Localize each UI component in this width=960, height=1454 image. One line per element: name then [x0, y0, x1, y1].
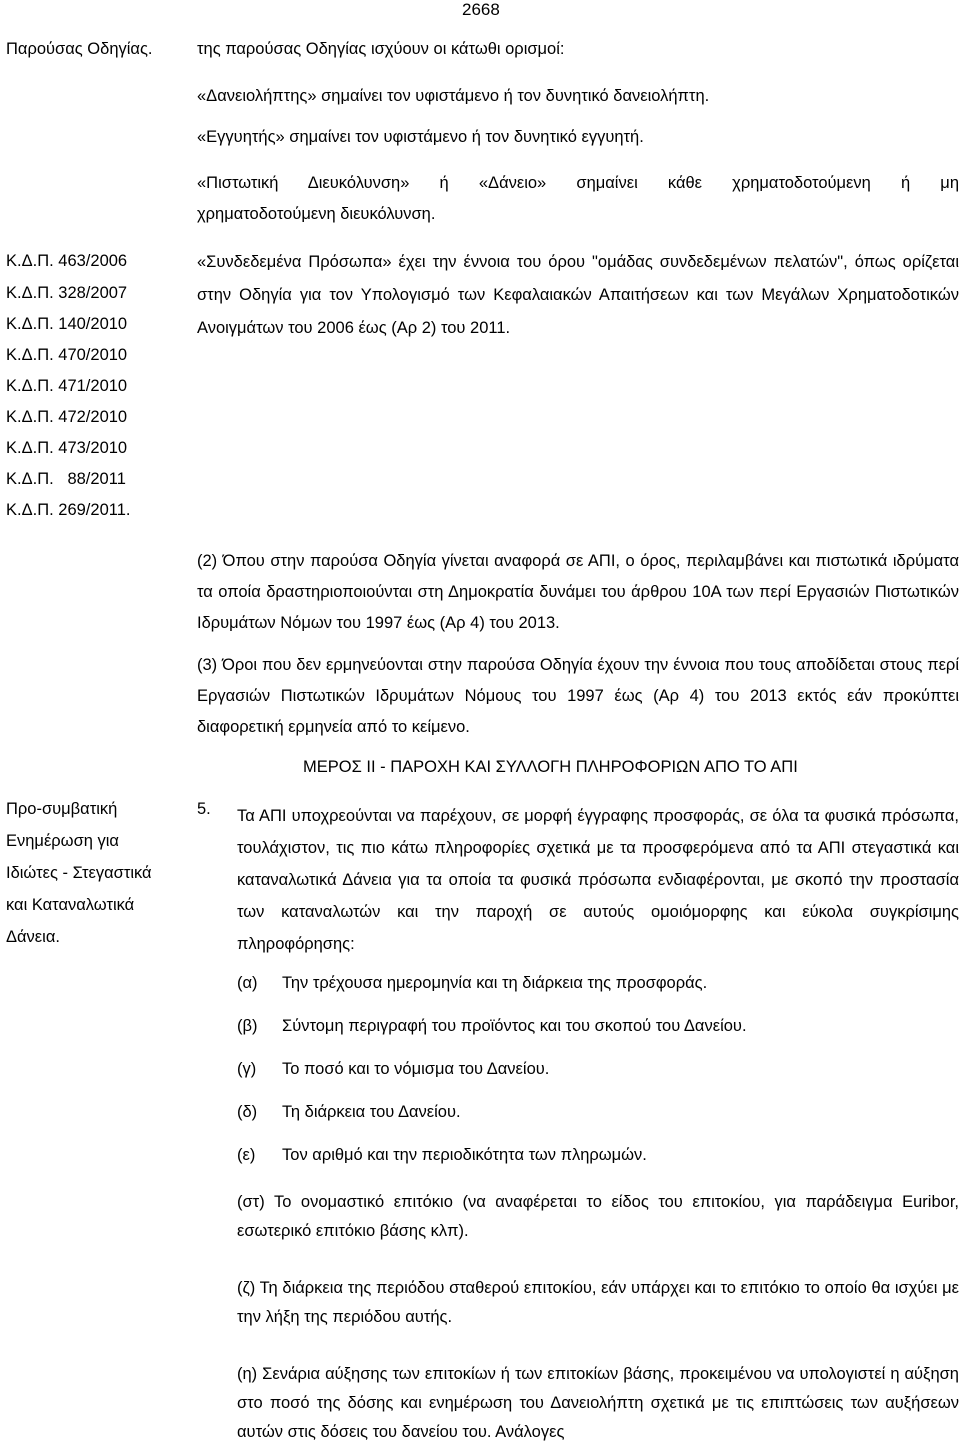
- item-label: (δ): [237, 1103, 258, 1121]
- kdp-ref: Κ.Δ.Π. 471/2010: [6, 377, 128, 395]
- kdp-ref: Κ.Δ.Π. 269/2011.: [6, 501, 131, 519]
- margin-note-line: Ενημέρωση για: [6, 832, 119, 850]
- item-label: (β): [237, 1017, 258, 1035]
- item-i: (η) Σενάρια αύξησης των επιτοκίων ή των επιτοκίων βάσης, προκειμένου να υπολογιστεί η αύξηση στο ποσό της δόσης και ενημέρωση του Δανειολήπτη σχετικά με τις επιπτώσεις των αυξήσεων αυτών στις δόσεις του δανείου του. Ανάλογες: [237, 1365, 959, 1441]
- page-number: 2668: [462, 0, 500, 19]
- part-heading: ΜΕΡΟΣ ΙΙ - ΠΑΡΟΧΗ ΚΑΙ ΣΥΛΛΟΓΗ ΠΛΗΡΟΦΟΡΙΩΝ ΑΠΟ ΤΟ ΑΠΙ: [303, 758, 798, 776]
- definitions-intro: της παρούσας Οδηγίας ισχύουν οι κάτωθι ορισμοί:: [197, 40, 565, 58]
- item-text: Τη διάρκεια του Δανείου.: [282, 1103, 461, 1121]
- item-z: (ζ) Τη διάρκεια της περιόδου σταθερού επιτοκίου, εάν υπάρχει και το επιτόκιο το οποίο θα ισχύει με την λήξη της περιόδου αυτής.: [237, 1279, 959, 1326]
- margin-note-line: Προ-συμβατική: [6, 800, 118, 818]
- item-st: (στ) Το ονομαστικό επιτόκιο (να αναφέρεται το είδος του επιτοκίου, για παράδειγμα Euribor, εσωτερικό επιτόκιο βάσης κλπ).: [237, 1193, 959, 1240]
- item-label: (ε): [237, 1146, 256, 1164]
- item-label: (γ): [237, 1060, 257, 1078]
- margin-note-line: Ιδιώτες - Στεγαστικά: [6, 864, 152, 882]
- item-text: Το ποσό και το νόμισμα του Δανείου.: [282, 1060, 550, 1078]
- item-label: (α): [237, 974, 258, 992]
- kdp-ref: Κ.Δ.Π. 328/2007: [6, 284, 128, 302]
- section-5-text: Τα ΑΠΙ υποχρεούνται να παρέχουν, σε μορφή έγγραφης προσφοράς, σε όλα τα φυσικά πρόσωπα, τουλάχιστον, τις πιο κάτω πληροφορίες σχετικά με τα προσφερόμενα από τα ΑΠΙ στεγαστικά και καταναλωτικά Δάνεια για τα οποία τα φυσικά πρόσωπα ενδιαφέρονται, με σκοπό την προστασία των καταναλωτών και την παροχή σε αυτούς ομοιόμορφης και εύκολα συγκρίσιμης πληροφόρησης:: [237, 807, 959, 953]
- paragraph-3: (3) Όροι που δεν ερμηνεύονται στην παρούσα Οδηγία έχουν την έννοια που τους αποδίδεται στους περί Εργασιών Πιστωτικών Ιδρυμάτων Νόμους του 1997 έως (Αρ 4) του 2013 εκτός εάν προκύπτει διαφορετική ερμηνεία από το κείμενο.: [197, 656, 959, 736]
- item-text: Την τρέχουσα ημερομηνία και τη διάρκεια της προσφοράς.: [282, 974, 708, 992]
- kdp-ref: Κ.Δ.Π. 473/2010: [6, 439, 128, 457]
- kdp-ref: Κ.Δ.Π. 470/2010: [6, 346, 128, 364]
- item-text: Σύντομη περιγραφή του προϊόντος και του σκοπού του Δανείου.: [282, 1017, 747, 1035]
- kdp-ref: Κ.Δ.Π. 463/2006: [6, 252, 128, 270]
- margin-note-line: Δάνεια.: [6, 928, 60, 946]
- item-text: Τον αριθμό και την περιοδικότητα των πληρωμών.: [282, 1146, 647, 1164]
- def-syndedemena: «Συνδεδεμένα Πρόσωπα» έχει την έννοια του όρου "ομάδας συνδεδεμένων πελατών", όπως ορίζεται στην Οδηγία για τον Υπολογισμό των Κεφαλαιακών Απαιτήσεων και των Μεγάλων Χρηματοδοτικών Ανοιγμάτων του 2006 έως (Αρ 2) του 2011.: [197, 253, 959, 337]
- margin-note-line: και Καταναλωτικά: [6, 896, 135, 914]
- def-daneioliptis: «Δανειολήπτης» σημαίνει τον υφιστάμενο ή τον δυνητικό δανειολήπτη.: [197, 87, 710, 105]
- kdp-ref: Κ.Δ.Π. 88/2011: [6, 470, 126, 488]
- margin-note-top: Παρούσας Οδηγίας.: [6, 40, 153, 58]
- section-number: 5.: [197, 800, 211, 818]
- kdp-ref: Κ.Δ.Π. 472/2010: [6, 408, 128, 426]
- def-engyitis: «Εγγυητής» σημαίνει τον υφιστάμενο ή τον δυνητικό εγγυητή.: [197, 128, 644, 146]
- def-pistotiki-line2: χρηματοδοτούμενη διευκόλυνση.: [197, 205, 436, 223]
- kdp-ref: Κ.Δ.Π. 140/2010: [6, 315, 128, 333]
- paragraph-2: (2) Όπου στην παρούσα Οδηγία γίνεται αναφορά σε ΑΠΙ, ο όρος, περιλαμβάνει και πιστωτικά ιδρύματα τα οποία δραστηριοποιούνται στη Δημοκρατία δυνάμει του άρθρου 10Α των περί Εργασιών Πιστωτικών Ιδρυμάτων Νόμων του 1997 έως (Αρ 4) του 2013.: [197, 552, 959, 632]
- def-pistotiki-line1: «Πιστωτική Διευκόλυνση» ή «Δάνειο» σημαίνει κάθε χρηματοδοτούμενη ή μη: [197, 174, 959, 192]
